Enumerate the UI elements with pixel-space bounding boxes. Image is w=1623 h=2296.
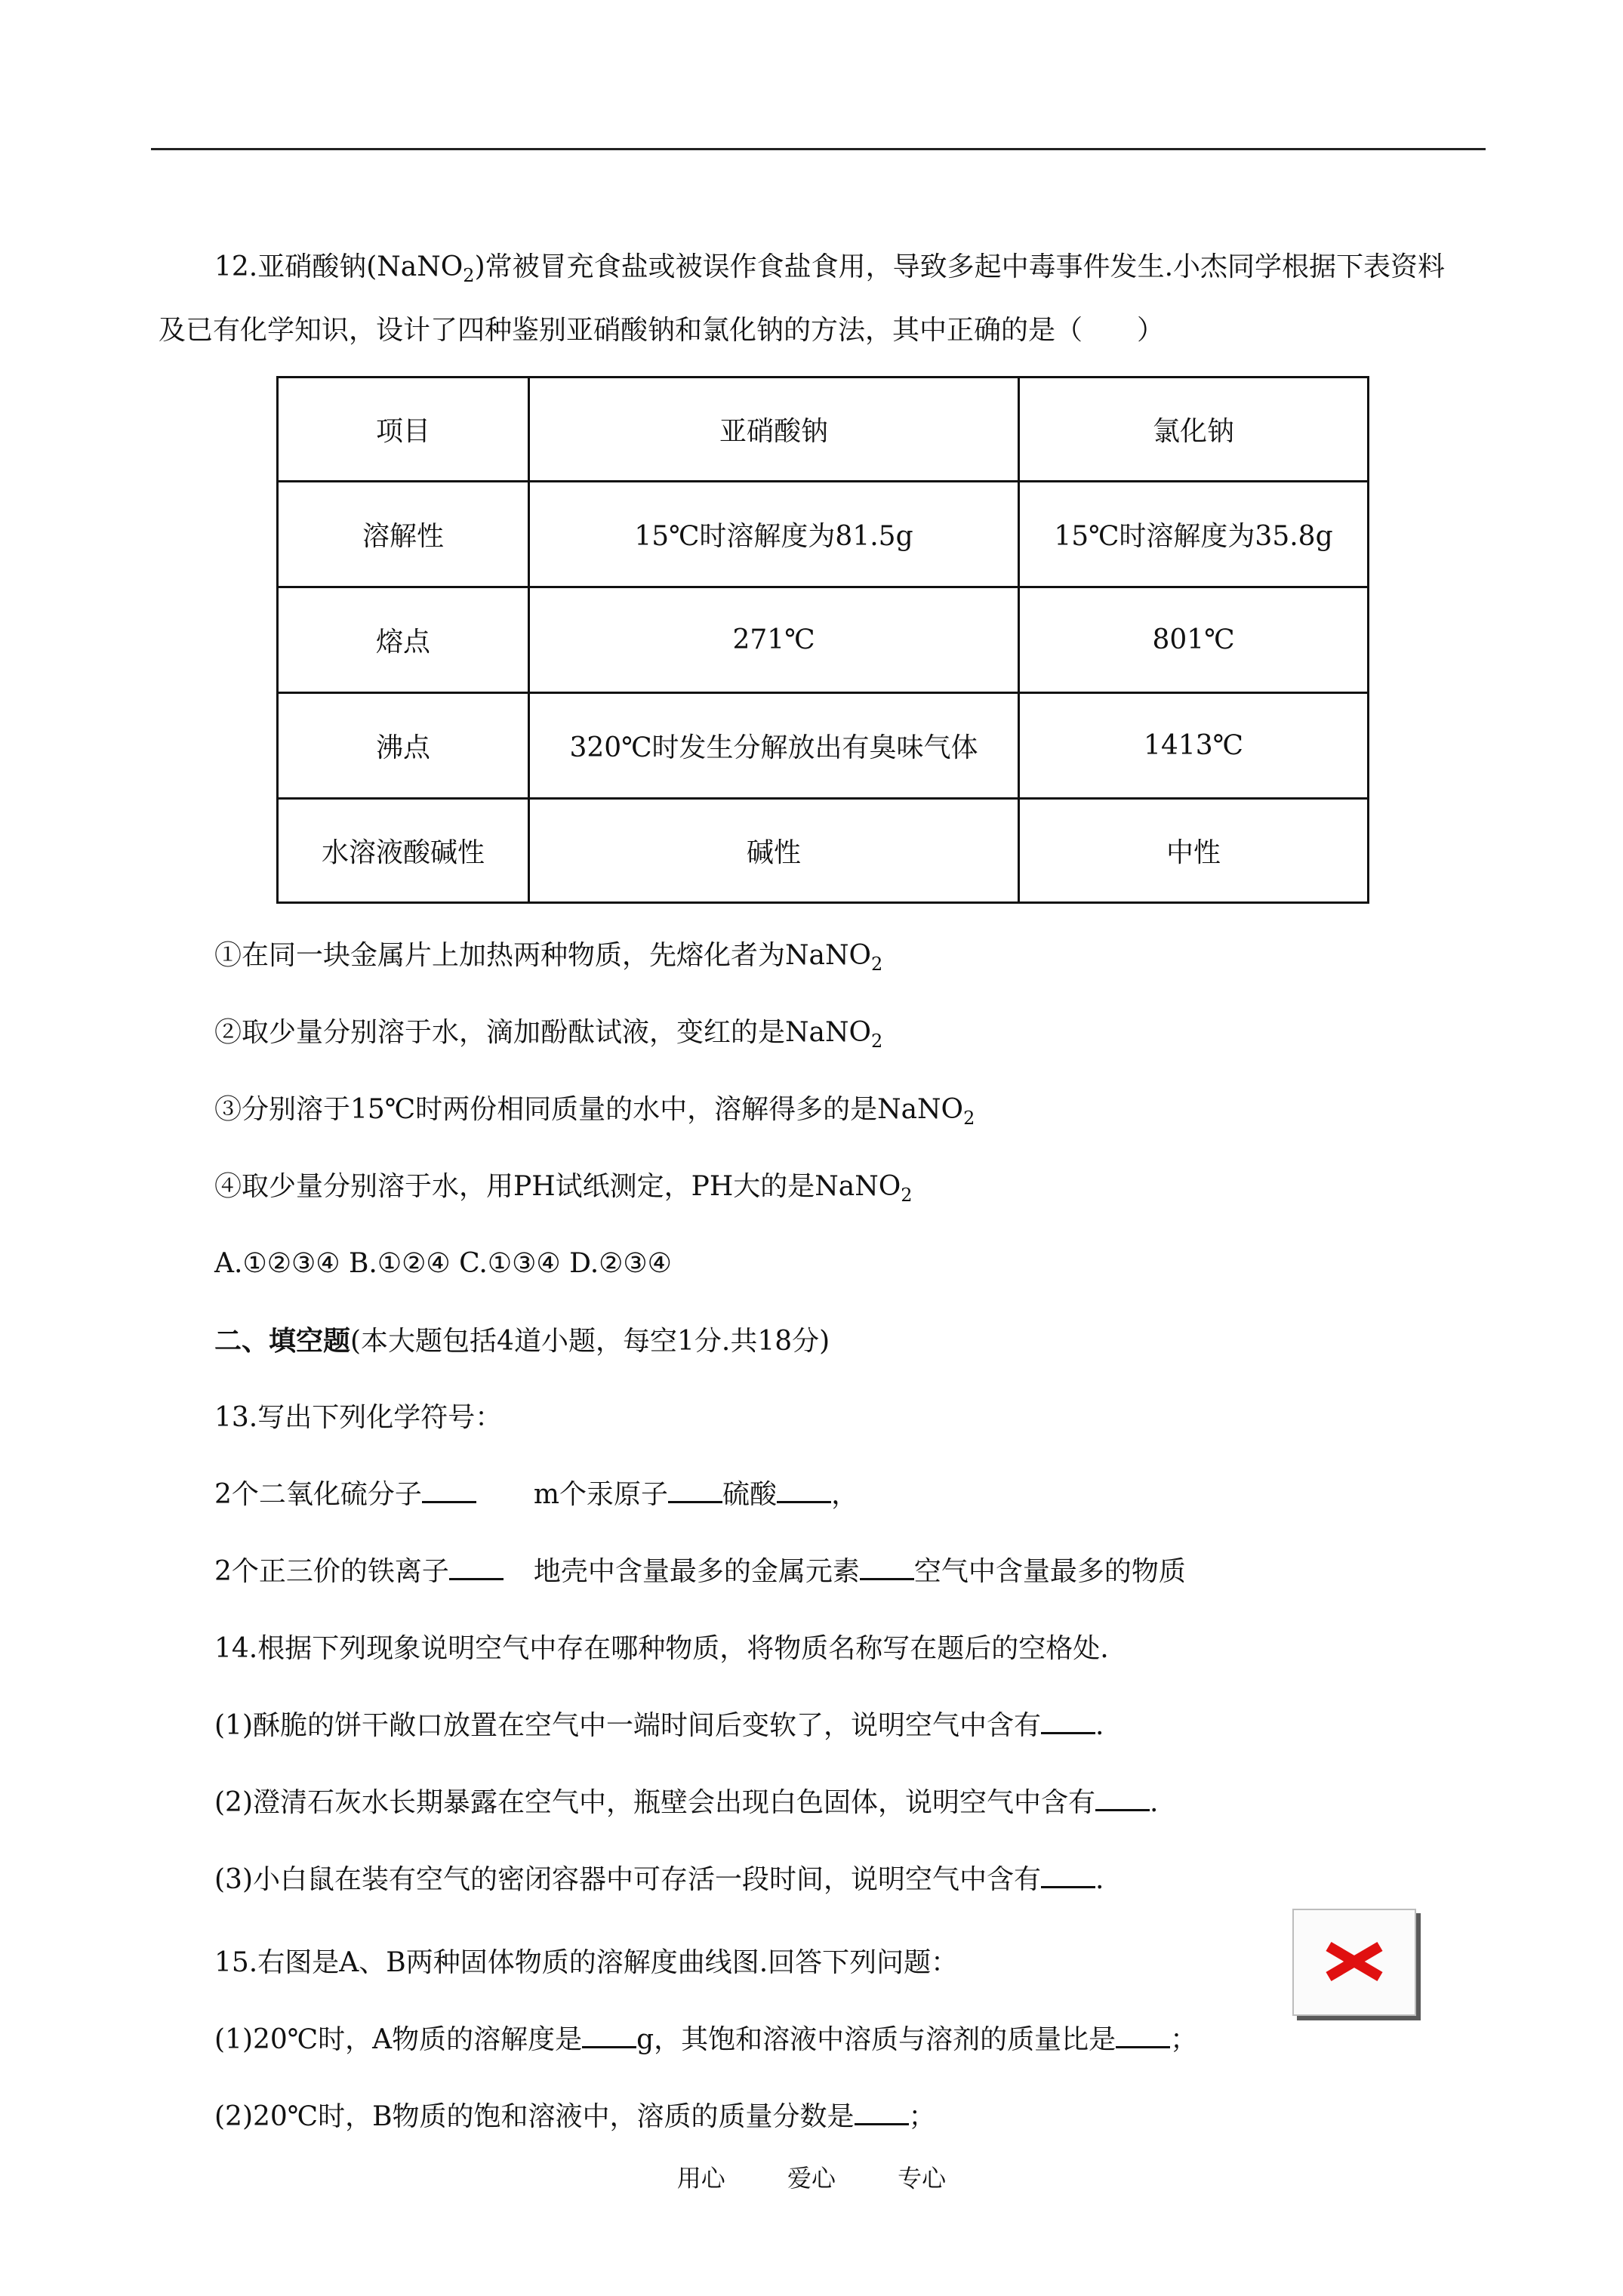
table-cell: 15℃时溶解度为81.5g [529, 482, 1019, 587]
header-rule [151, 148, 1486, 150]
answer-blank[interactable] [777, 1478, 831, 1503]
footer-word: 用心 [676, 2164, 725, 2193]
answer-blank[interactable] [1041, 1709, 1095, 1734]
table-cell: 熔点 [278, 587, 529, 693]
q13-line2: 2个正三价的铁离子 地壳中含量最多的金属元素 空气中含量最多的物质 [214, 1556, 1186, 1587]
table-header-cell: 亚硝酸钠 [529, 378, 1019, 482]
answer-blank[interactable] [1095, 1786, 1150, 1811]
table-cell: 碱性 [529, 799, 1019, 903]
q13-line1: 2个二氧化硫分子 m个汞原子 硫酸 ， [214, 1479, 859, 1510]
table-row [278, 587, 1369, 693]
q12-line2: 及已有化学知识，设计了四种鉴别亚硝酸钠和氯化钠的方法，其中正确的是（ ） [159, 315, 1165, 346]
table-row [278, 693, 1369, 799]
table-row [278, 482, 1369, 587]
answer-blank[interactable] [860, 1555, 914, 1580]
table-cell: 320℃时发生分解放出有臭味气体 [529, 693, 1019, 799]
answer-blank[interactable] [1116, 2023, 1170, 2048]
answer-blank[interactable] [1041, 1863, 1095, 1888]
table-cell: 801℃ [1019, 587, 1369, 693]
answer-blank[interactable] [422, 1478, 476, 1503]
footer-word: 专心 [898, 2164, 947, 2193]
section-title: 二、填空题(本大题包括4道小题，每空1分.共18分) [214, 1325, 830, 1357]
q12-line1: 12.亚硝酸钠(NaNO$_2$)常被冒充食盐或被误作食盐食用，导致多起中毒事件发生.小杰同学根据下表资料 [214, 251, 1446, 286]
q15-title: 15.右图是A、B两种固体物质的溶解度曲线图.回答下列问题： [214, 1947, 959, 1978]
q12-choices: A.①②③④ B.①②④ C.①③④ D.②③④ [214, 1248, 672, 1279]
q12-option-2: ②取少量分别溶于水，滴加酚酞试液，变红的是NaNO$_2$ [214, 1017, 883, 1052]
footer-word: 爱心 [787, 2164, 836, 2193]
q15-line1: (1)20℃时，A物质的溶解度是 g，其饱和溶液中溶质与溶剂的质量比是 ； [214, 2024, 1198, 2055]
q13-title: 13.写出下列化学符号： [214, 1402, 503, 1433]
answer-blank[interactable] [449, 1555, 504, 1580]
red-x-icon [1323, 1939, 1386, 1984]
page-footer [0, 2159, 1623, 2194]
table-cell: 沸点 [278, 693, 529, 799]
table-cell: 溶解性 [278, 482, 529, 587]
table-cell: 中性 [1019, 799, 1369, 903]
table-cell: 271℃ [529, 587, 1019, 693]
table-row [278, 378, 1369, 482]
q12-option-4: ④取少量分别溶于水，用PH试纸测定，PH大的是NaNO$_2$ [214, 1171, 913, 1206]
q14-item-1: (1)酥脆的饼干敞口放置在空气中一端时间后变软了，说明空气中含有 . [214, 1710, 1104, 1741]
table-header-cell: 氯化钠 [1019, 378, 1369, 482]
broken-image-placeholder [1292, 1909, 1416, 2016]
q12-option-3: ③分别溶于15℃时两份相同质量的水中，溶解得多的是NaNO$_2$ [214, 1094, 975, 1129]
q14-title: 14.根据下列现象说明空气中存在哪种物质，将物质名称写在题后的空格处. [214, 1633, 1109, 1664]
answer-blank[interactable] [668, 1478, 722, 1503]
answer-blank[interactable] [855, 2100, 909, 2125]
properties-table [276, 376, 1369, 904]
table-cell: 15℃时溶解度为35.8g [1019, 482, 1369, 587]
q12-option-1: ①在同一块金属片上加热两种物质，先熔化者为NaNO$_2$ [214, 940, 883, 975]
q14-item-3: (3)小白鼠在装有空气的密闭容器中可存活一段时间，说明空气中含有 . [214, 1864, 1104, 1895]
table-header-cell: 项目 [278, 378, 529, 482]
answer-blank[interactable] [582, 2023, 636, 2048]
table-cell: 水溶液酸碱性 [278, 799, 529, 903]
q14-item-2: (2)澄清石灰水长期暴露在空气中，瓶壁会出现白色固体，说明空气中含有 . [214, 1787, 1159, 1818]
table-row [278, 799, 1369, 903]
q15-line2: (2)20℃时，B物质的饱和溶液中，溶质的质量分数是 ； [214, 2101, 936, 2132]
table-cell: 1413℃ [1019, 693, 1369, 799]
